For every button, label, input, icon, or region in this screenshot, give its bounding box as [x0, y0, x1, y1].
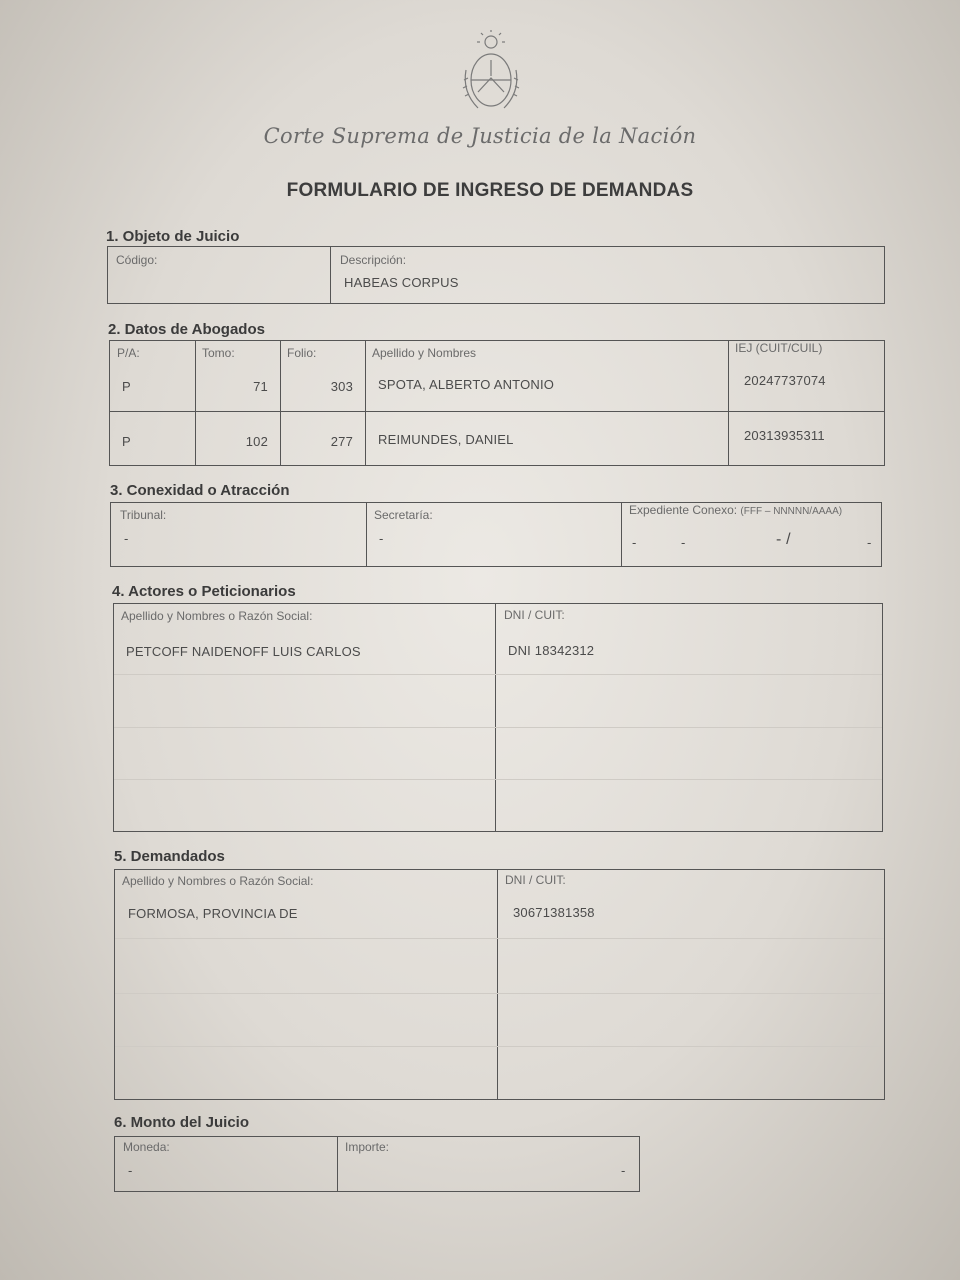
expediente-format: (FFF – NNNNN/AAAA)	[740, 506, 843, 517]
section-objeto-title: 1. Objeto de Juicio	[106, 228, 240, 245]
demandado-nombre: FORMOSA, PROVINCIA DE	[128, 906, 298, 921]
conexidad-box	[110, 502, 882, 567]
descripcion-value: HABEAS CORPUS	[344, 275, 459, 290]
row-folio: 303	[330, 379, 353, 394]
tribunal-label: Tribunal:	[120, 508, 167, 522]
header-tomo: Tomo:	[202, 346, 235, 360]
header-pa: P/A:	[117, 346, 140, 360]
descripcion-label: Descripción:	[340, 253, 407, 267]
header-apellido: Apellido y Nombres	[372, 346, 477, 360]
demandados-id-label: DNI / CUIT:	[505, 873, 566, 887]
expediente-fff: -	[632, 535, 637, 550]
expediente-aaaa: -	[867, 535, 872, 550]
moneda-value: -	[128, 1163, 133, 1178]
demandados-box	[114, 869, 885, 1100]
row-tomo: 71	[253, 379, 268, 394]
section-abogados-title: 2. Datos de Abogados	[108, 321, 265, 338]
section-monto-title: 6. Monto del Juicio	[114, 1114, 250, 1131]
expediente-label	[629, 503, 842, 517]
row-iej: 20313935311	[744, 428, 825, 443]
header-iej: IEJ (CUIT/CUIL)	[735, 341, 823, 355]
row-nombre: SPOTA, ALBERTO ANTONIO	[378, 377, 555, 392]
expediente-nnnnn: - /	[776, 531, 791, 548]
moneda-label: Moneda:	[123, 1140, 170, 1154]
importe-label: Importe:	[345, 1140, 390, 1154]
row-nombre: REIMUNDES, DANIEL	[378, 432, 514, 447]
importe-value: -	[621, 1163, 626, 1178]
actor-id: DNI 18342312	[508, 643, 595, 658]
actores-box	[113, 603, 883, 832]
actor-nombre: PETCOFF NAIDENOFF LUIS CARLOS	[126, 644, 361, 659]
demandado-id: 30671381358	[513, 905, 595, 920]
abogados-table	[109, 340, 885, 466]
section-conexidad-title: 3. Conexidad o Atracción	[110, 482, 290, 499]
actores-name-label: Apellido y Nombres o Razón Social:	[121, 609, 313, 623]
row-folio: 277	[330, 434, 353, 449]
secretaria-label: Secretaría:	[374, 508, 433, 522]
row-iej: 20247737074	[744, 373, 826, 388]
demandados-name-label: Apellido y Nombres o Razón Social:	[122, 874, 314, 888]
court-name: Corte Suprema de Justicia de la Nación	[263, 124, 697, 148]
actores-id-label: DNI / CUIT:	[504, 608, 565, 622]
section-actores-title: 4. Actores o Peticionarios	[112, 583, 296, 600]
secretaria-value: -	[379, 531, 384, 546]
row-pa: P	[122, 434, 131, 449]
monto-box	[114, 1136, 640, 1192]
objeto-box	[107, 246, 885, 304]
expediente-separator: -	[681, 535, 686, 550]
coat-of-arms-seal	[456, 30, 526, 114]
expediente-label-text: Expediente Conexo:	[629, 503, 738, 517]
row-pa: P	[122, 379, 131, 394]
tribunal-value: -	[124, 531, 129, 546]
header-folio: Folio:	[287, 346, 317, 360]
codigo-label: Código:	[116, 253, 158, 267]
row-tomo: 102	[245, 434, 268, 449]
section-demandados-title: 5. Demandados	[114, 848, 225, 865]
form-title: FORMULARIO DE INGRESO DE DEMANDAS	[286, 180, 694, 201]
